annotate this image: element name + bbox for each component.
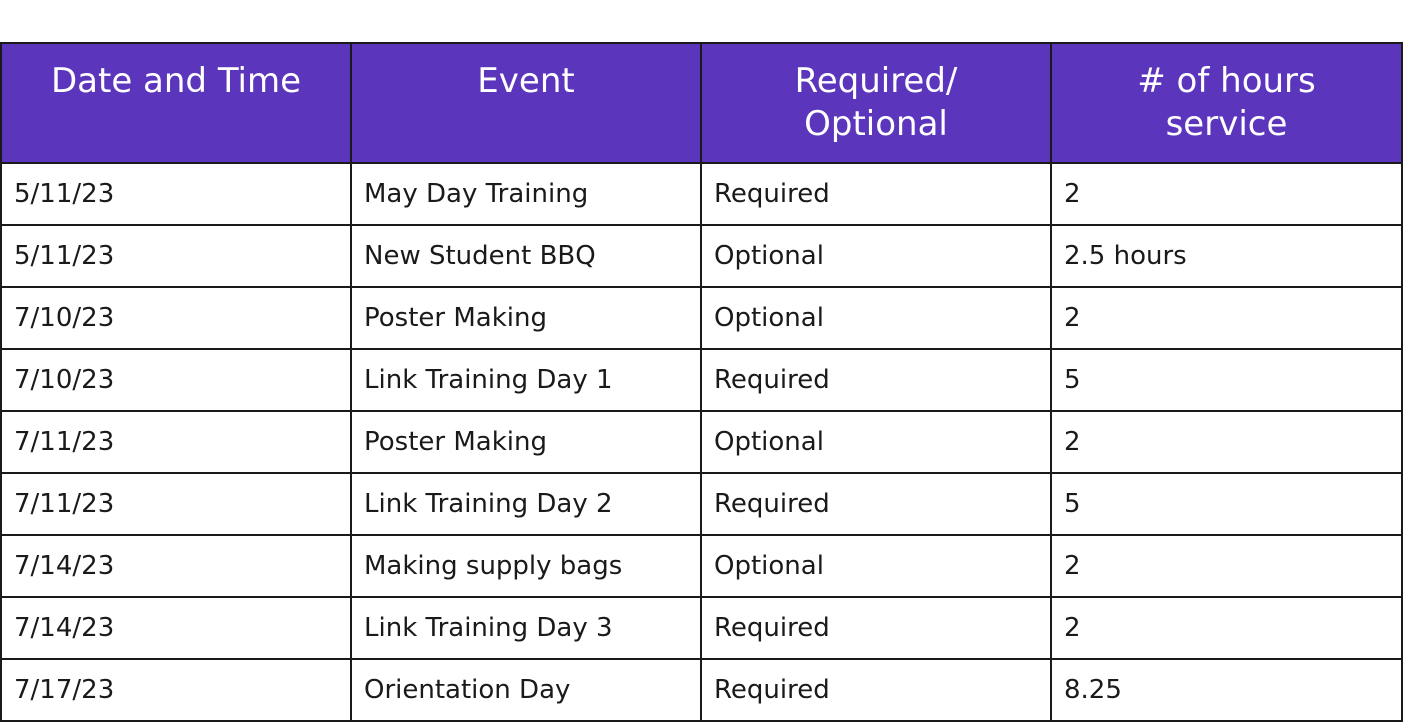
- cell-event: Link Training Day 1: [351, 349, 701, 411]
- header-line: service: [1165, 104, 1288, 144]
- header-required-optional: [701, 43, 1051, 163]
- cell-required-optional: Required: [701, 163, 1051, 225]
- table-row: [1, 597, 1402, 659]
- table-header-row: [1, 43, 1402, 163]
- header-line: # of hours: [1137, 61, 1316, 101]
- cell-event: Orientation Day: [351, 659, 701, 721]
- table-row: [1, 225, 1402, 287]
- cell-required-optional: Required: [701, 473, 1051, 535]
- cell-event: Link Training Day 2: [351, 473, 701, 535]
- cell-date: 7/14/23: [1, 597, 351, 659]
- cell-date: 7/10/23: [1, 287, 351, 349]
- cell-date: 7/11/23: [1, 411, 351, 473]
- cell-hours: 2: [1051, 411, 1402, 473]
- cell-event: Making supply bags: [351, 535, 701, 597]
- cell-hours: 2: [1051, 163, 1402, 225]
- cell-date: 7/17/23: [1, 659, 351, 721]
- table-row: [1, 659, 1402, 721]
- table-row: [1, 287, 1402, 349]
- table-row: [1, 349, 1402, 411]
- table-row: [1, 163, 1402, 225]
- cell-required-optional: Optional: [701, 287, 1051, 349]
- cell-date: 7/14/23: [1, 535, 351, 597]
- cell-event: May Day Training: [351, 163, 701, 225]
- header-line: Event: [477, 61, 575, 101]
- cell-required-optional: Optional: [701, 411, 1051, 473]
- header-line: Optional: [804, 104, 948, 144]
- header-event: [351, 43, 701, 163]
- header-line: Date and Time: [50, 61, 302, 101]
- cell-hours: 2.5 hours: [1051, 225, 1402, 287]
- cell-event: Poster Making: [351, 411, 701, 473]
- table-row: [1, 473, 1402, 535]
- cell-required-optional: Required: [701, 597, 1051, 659]
- cell-hours: 2: [1051, 535, 1402, 597]
- cell-hours: 5: [1051, 349, 1402, 411]
- cell-date: 5/11/23: [1, 225, 351, 287]
- cell-date: 5/11/23: [1, 163, 351, 225]
- table-row: [1, 535, 1402, 597]
- cell-date: 7/10/23: [1, 349, 351, 411]
- cell-hours: 8.25: [1051, 659, 1402, 721]
- event-schedule-table: [0, 42, 1403, 722]
- cell-event: Poster Making: [351, 287, 701, 349]
- table-row: [1, 411, 1402, 473]
- cell-hours: 5: [1051, 473, 1402, 535]
- cell-required-optional: Optional: [701, 225, 1051, 287]
- cell-required-optional: Optional: [701, 535, 1051, 597]
- header-line: Required/: [794, 61, 958, 101]
- cell-hours: 2: [1051, 597, 1402, 659]
- cell-event: New Student BBQ: [351, 225, 701, 287]
- header-date-and-time: [1, 43, 351, 163]
- header-hours-of-service: [1051, 43, 1402, 163]
- cell-required-optional: Required: [701, 659, 1051, 721]
- cell-hours: 2: [1051, 287, 1402, 349]
- cell-event: Link Training Day 3: [351, 597, 701, 659]
- cell-required-optional: Required: [701, 349, 1051, 411]
- cell-date: 7/11/23: [1, 473, 351, 535]
